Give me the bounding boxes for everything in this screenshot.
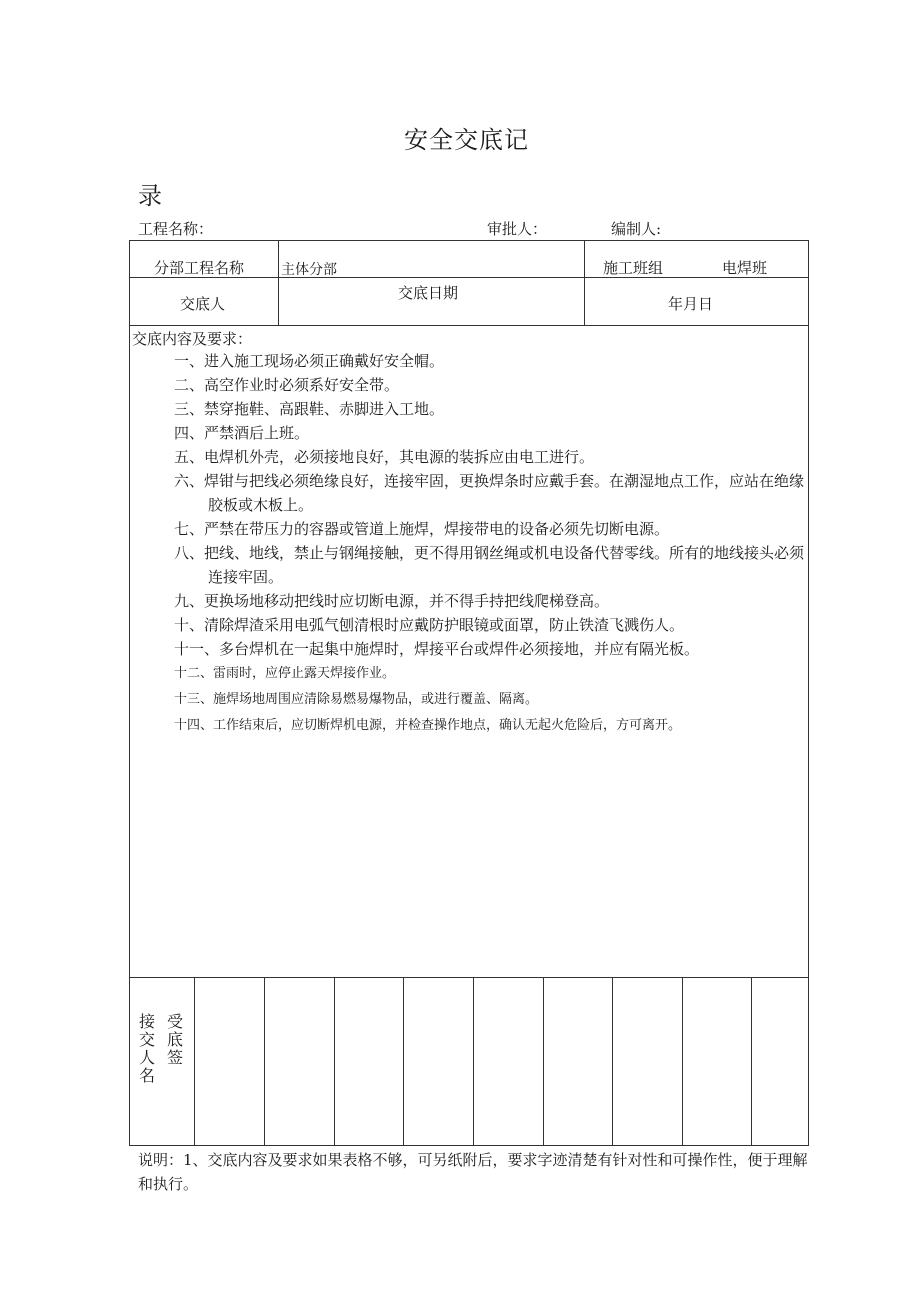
page-title-continued: 录 — [138, 182, 162, 210]
requirement-item: 九、更换场地移动把线时应切断电源，并不得手持把线爬梯登高。 — [174, 592, 610, 610]
requirement-item: 十二、雷雨时，应停止露天焊接作业。 — [174, 666, 396, 681]
requirement-item: 八、把线、地线，禁止与钢绳接触，更不得用钢丝绳或机电设备代替零线。所有的地线接头必须连接牢固。 — [174, 544, 805, 586]
column-divider — [278, 241, 279, 325]
signature-column-divider — [403, 977, 404, 1145]
signature-column-divider — [682, 977, 683, 1145]
requirement-item: 十、清除焊渣采用电弧气刨清根时应戴防护眼镜或面罩，防止铁渣飞溅伤人。 — [174, 616, 685, 634]
approver-label: 审批人： — [487, 220, 548, 238]
signature-column-divider — [473, 977, 474, 1145]
signature-column-divider — [194, 977, 195, 1145]
page-title: 安全交底记 — [404, 126, 529, 154]
requirement-item: 六、焊钳与把线必须绝缘良好，连接牢固，更换焊条时应戴手套。在潮湿地点工作，应站在绝缘胶板或木板上。 — [174, 472, 805, 514]
date-label: 交底日期 — [398, 284, 459, 302]
requirement-item: 二、高空作业时必须系好安全带。 — [174, 376, 400, 394]
requirement-item: 十三、施焊场地周围应清除易燃易爆物品，或进行覆盖、隔离。 — [174, 692, 539, 707]
project-name-label: 工程名称： — [138, 220, 214, 238]
requirement-item: 一、进入施工现场必须正确戴好安全帽。 — [174, 352, 445, 370]
sub-project-value: 主体分部 — [281, 262, 337, 278]
requirement-item: 十一、多台焊机在一起集中施焊时，焊接平台或焊件必须接地，并应有隔光板。 — [174, 640, 700, 658]
sub-project-label: 分部工程名称 — [154, 259, 245, 277]
presenter-label: 交底人 — [180, 295, 226, 313]
requirement-item: 七、严禁在带压力的容器或管道上施焊，焊接带电的设备必须先切断电源。 — [174, 520, 670, 538]
signature-label-right: 受底签 — [166, 1012, 183, 1067]
team-label: 施工班组 — [603, 259, 664, 277]
row-divider — [130, 325, 808, 326]
row-divider — [130, 977, 808, 978]
signature-column-divider — [264, 977, 265, 1145]
signature-column-divider — [543, 977, 544, 1145]
date-value: 年月日 — [668, 295, 714, 313]
signature-column-divider — [334, 977, 335, 1145]
requirement-item: 三、禁穿拖鞋、高跟鞋、赤脚进入工地。 — [174, 400, 445, 418]
team-value: 电焊班 — [722, 259, 768, 277]
content-heading: 交底内容及要求： — [132, 330, 253, 348]
column-divider — [584, 241, 585, 325]
footnote: 说明：1、交底内容及要求如果表格不够，可另纸附后，要求字迹清楚有针对性和可操作性，便于理解和执行。 — [138, 1151, 808, 1193]
requirement-item: 五、电焊机外壳，必须接地良好，其电源的装拆应由电工进行。 — [174, 448, 595, 466]
briefing-form — [129, 240, 809, 1146]
content-section — [132, 329, 806, 739]
editor-label: 编制人: — [611, 220, 662, 238]
signature-label-left: 接交人名 — [138, 1012, 155, 1085]
signature-column-divider — [612, 977, 613, 1145]
requirement-item: 四、严禁酒后上班。 — [174, 424, 310, 442]
requirement-item: 十四、工作结束后，应切断焊机电源，并检查操作地点，确认无起火危险后，方可离开。 — [174, 718, 682, 733]
signature-column-divider — [751, 977, 752, 1145]
